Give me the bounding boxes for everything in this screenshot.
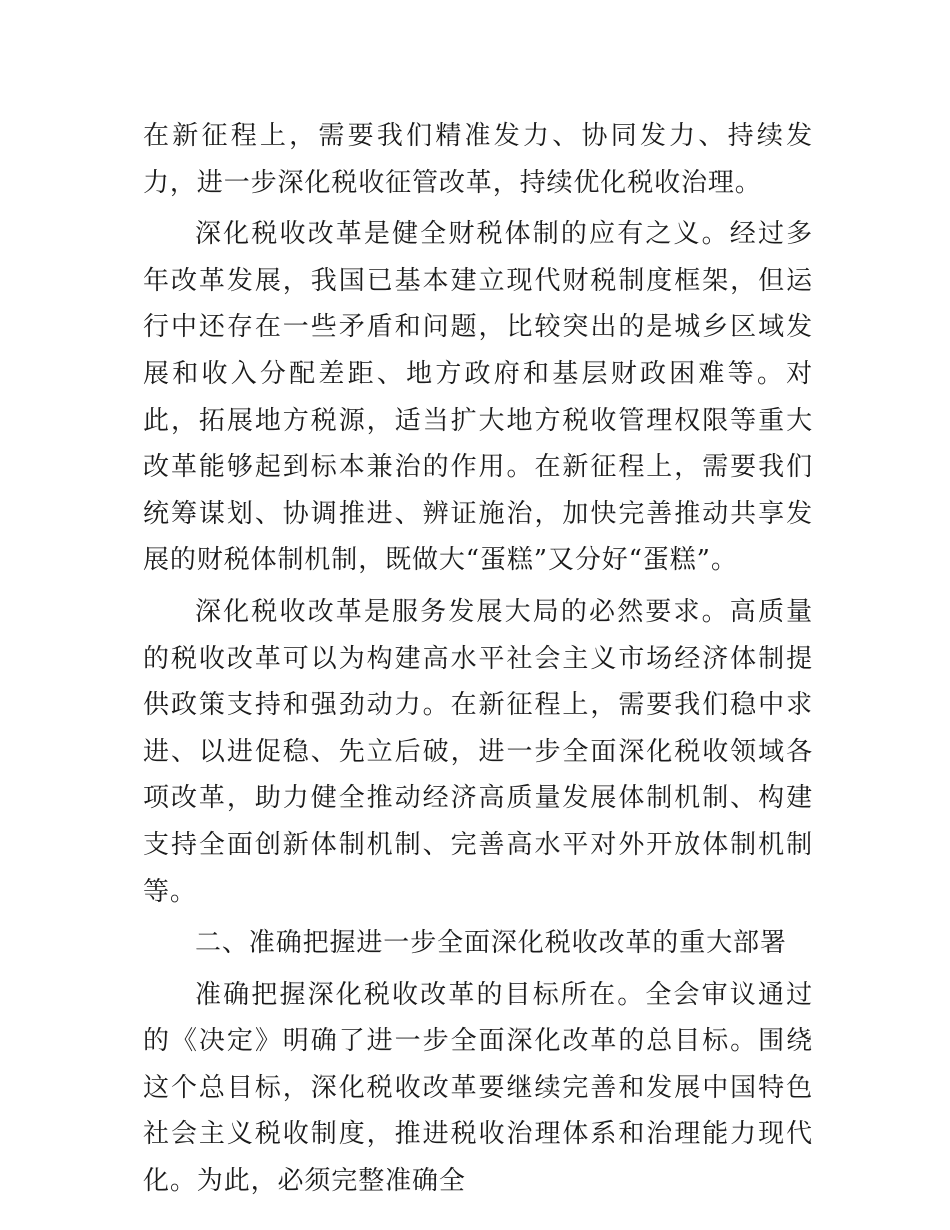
paragraph-tax-reform-fiscal-system: 深化税收改革是健全财税体制的应有之义。经过多年改革发展，我国已基本建立现代财税制度框架，但运行中还存在一些矛盾和问题，比较突出的是城乡区域发展和收入分配差距、地方政府和基层财政困难等。对此，拓展地方税源，适当扩大地方税收管理权限等重大改革能够起到标本兼治的作用。在新征程上，需要我们统筹谋划、协调推进、辨证施治，加快完善推动共享发展的财税体制机制，既做大“蛋糕”又分好“蛋糕”。 (143, 219, 813, 576)
paragraph-continuation: 在新征程上，需要我们精准发力、协同发力、持续发力，进一步深化税收征管改革，持续优化税收治理。 (143, 121, 813, 198)
section-heading: 二、准确把握进一步全面深化税收改革的重大部署 (195, 928, 787, 959)
paragraph-reform-goal: 准确把握深化税收改革的目标所在。全会审议通过的《决定》明确了进一步全面深化改革的总目标。围绕这个总目标，深化税收改革要继续完善和发展中国特色社会主义税收制度，推进税收治理体系和治理能力现代化。为此，必须完整准确全 (143, 979, 813, 1197)
document-body (143, 113, 813, 1205)
paragraph-tax-reform-development: 深化税收改革是服务发展大局的必然要求。高质量的税收改革可以为构建高水平社会主义市场经济体制提供政策支持和强劲动力。在新征程上，需要我们稳中求进、以进促稳、先立后破，进一步全面深化税收领域各项改革，助力健全推动经济高质量发展体制机制、构建支持全面创新体制机制、完善高水平对外开放体制机制等。 (143, 596, 813, 907)
